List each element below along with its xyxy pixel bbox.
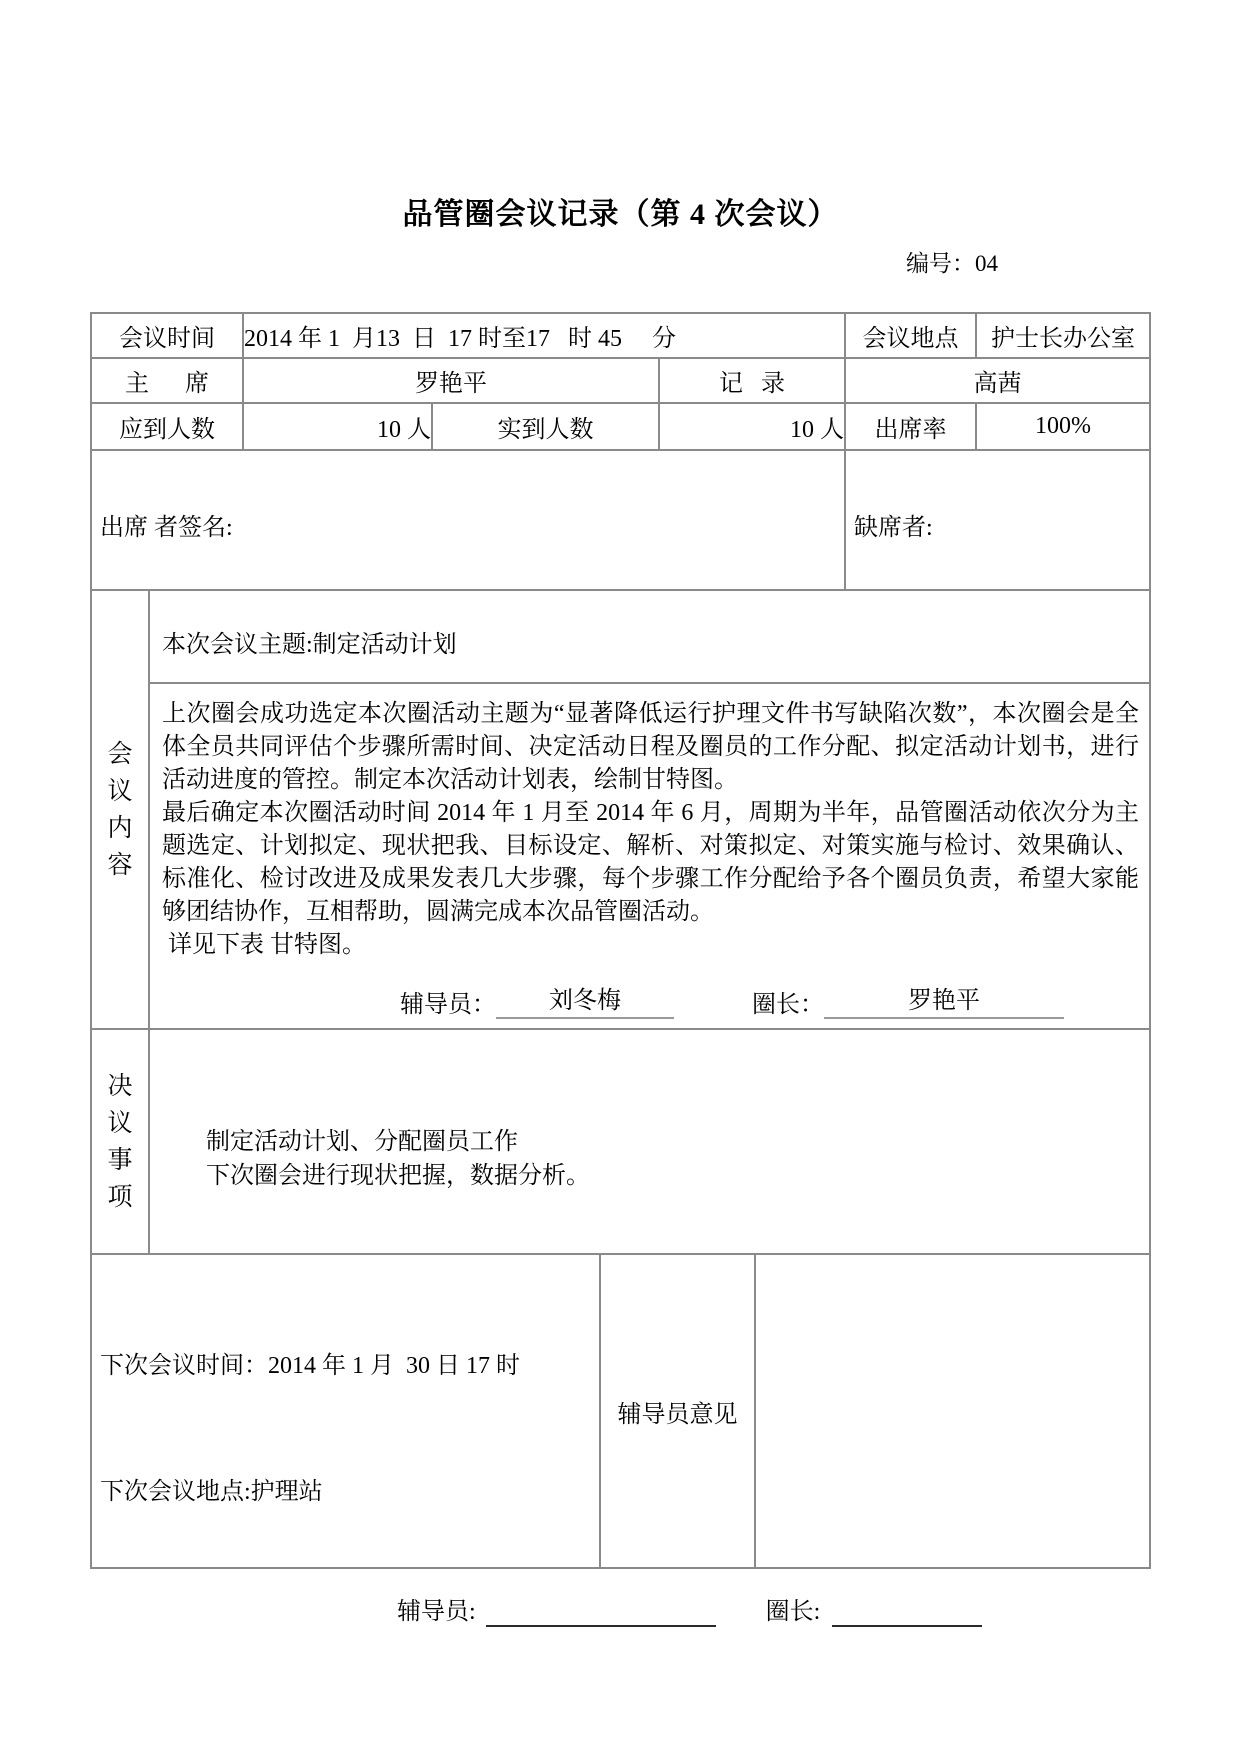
content-paragraph-line: 够团结协作，互相帮助，圆满完成本次品管圈活动。 xyxy=(161,898,714,925)
content-paragraph-line: 题选定、计划拟定、现状把我、目标设定、解析、对策拟定、对策实施与检讨、效果确认、 xyxy=(161,832,1139,859)
next-meeting-cell xyxy=(91,1254,600,1568)
meeting-record-table xyxy=(90,312,1151,1569)
recorder-label: 记 录 xyxy=(659,358,845,403)
content-paragraph-line: 活动进度的管控。制定本次活动计划表，绘制甘特图。 xyxy=(161,766,738,793)
recorder-value: 高茜 xyxy=(845,358,1150,403)
attendance-rate-value: 100% xyxy=(976,403,1150,450)
meeting-content-cell xyxy=(149,590,1150,1029)
advisor-name-signature: 刘冬梅 xyxy=(496,985,674,1019)
row-next-meeting xyxy=(91,1254,1150,1568)
absentee-area xyxy=(845,450,1150,590)
circle-leader-label: 圈长： xyxy=(751,991,824,1018)
absentee-label: 缺席者: xyxy=(854,514,933,541)
meeting-content-paragraph xyxy=(150,684,1149,962)
chair-label: 主 席 xyxy=(91,358,243,403)
chair-value: 罗艳平 xyxy=(243,358,659,403)
row-chair-recorder xyxy=(91,358,1150,403)
doc-number: 编号：04 xyxy=(906,251,998,276)
row-meeting-content xyxy=(91,590,1150,1029)
content-signature-row xyxy=(150,984,1149,1019)
resolutions-section-cell xyxy=(91,1029,149,1254)
actual-count-value: 10 人 xyxy=(659,403,845,450)
resolutions-section-label: 决议事项 xyxy=(107,1072,133,1211)
document-title: 品管圈会议记录（第 4 次会议） xyxy=(402,198,839,231)
meeting-content-section-label: 会议内容 xyxy=(107,740,133,879)
resolution-line: 制定活动计划、分配圈员工作 xyxy=(205,1128,518,1155)
meeting-content-section-cell xyxy=(91,590,149,1029)
location-value: 护士长办公室 xyxy=(976,313,1150,358)
advisor-label: 辅导员： xyxy=(399,991,496,1018)
expected-count-label: 应到人数 xyxy=(91,403,243,450)
meeting-time-label: 会议时间 xyxy=(91,313,243,358)
row-resolutions xyxy=(91,1029,1150,1254)
location-label: 会议地点 xyxy=(845,313,976,358)
footer-advisor-signature-line xyxy=(486,1595,716,1627)
content-paragraph-line: 上次圈会成功选定本次圈活动主题为“显著降低运行护理文件书写缺陷次数”，本次圈会是全 xyxy=(161,700,1139,727)
footer-advisor-label: 辅导员: xyxy=(397,1599,476,1625)
row-meeting-time xyxy=(91,313,1150,358)
footer-signature-row xyxy=(91,1595,1150,1627)
advisor-opinion-label: 辅导员意见 xyxy=(600,1254,755,1568)
attendance-rate-label: 出席率 xyxy=(845,403,976,450)
expected-count-value: 10 人 xyxy=(243,403,432,450)
content-paragraph-line: 标准化、检讨改进及成果发表几大步骤，每个步骤工作分配给予各个圈员负责，希望大家能 xyxy=(161,865,1139,892)
resolutions-cell xyxy=(149,1029,1150,1254)
meeting-topic: 本次会议主题:制定活动计划 xyxy=(150,601,1149,684)
content-paragraph-line: 体全员共同评估个步骤所需时间、决定活动日程及圈员的工作分配、拟定活动计划书，进行 xyxy=(161,733,1139,760)
circle-leader-name-signature: 罗艳平 xyxy=(824,985,1064,1019)
resolution-line: 下次圈会进行现状把握，数据分析。 xyxy=(205,1162,590,1189)
meeting-time-value: 2014 年 1 月13 日 17 时至17 时 45 分 xyxy=(243,313,845,358)
next-meeting-place: 下次会议地点:护理站 xyxy=(99,1479,323,1505)
actual-count-label: 实到人数 xyxy=(432,403,659,450)
next-meeting-time: 下次会议时间：2014 年 1 月 30 日 17 时 xyxy=(99,1353,520,1379)
content-paragraph-line: 详见下表 甘特图。 xyxy=(161,931,366,958)
footer-leader-signature-line xyxy=(832,1595,982,1627)
attendee-signature-area xyxy=(91,450,845,590)
row-signatures xyxy=(91,450,1150,590)
content-paragraph-line: 最后确定本次圈活动时间 2014 年 1 月至 2014 年 6 月，周期为半年，品管圈活动依次分为主 xyxy=(161,799,1139,826)
attendee-signature-label: 出席 者签名: xyxy=(99,514,233,541)
advisor-opinion-area xyxy=(755,1254,1150,1568)
footer-leader-label: 圈长: xyxy=(765,1599,821,1625)
row-attendance xyxy=(91,403,1150,450)
